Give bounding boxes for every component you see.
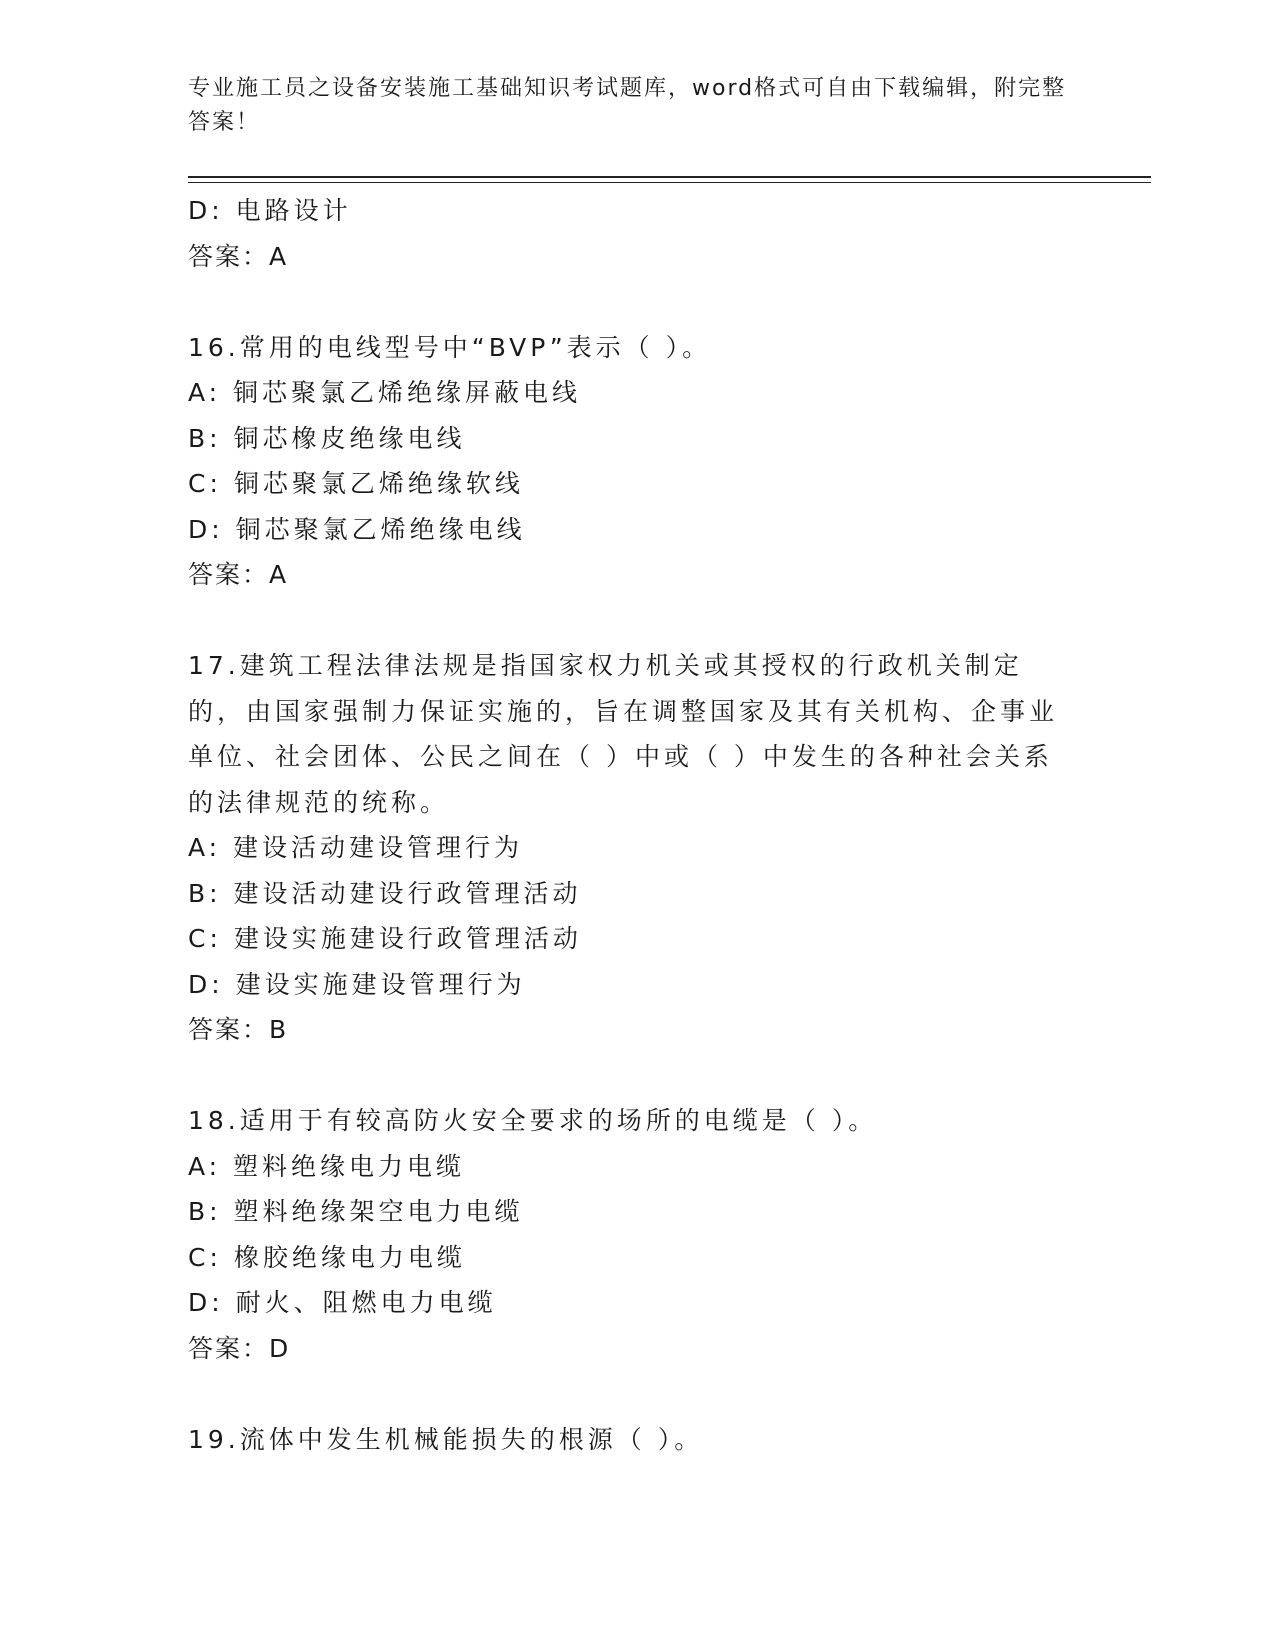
spacer bbox=[188, 598, 1068, 644]
spacer bbox=[188, 279, 1068, 325]
option-d: D: 耐火、阻燃电力电缆 bbox=[188, 1288, 497, 1317]
question-18 bbox=[188, 1098, 1068, 1371]
option-b: B: 铜芯橡皮绝缘电线 bbox=[188, 423, 466, 453]
option-c: C: 建设实施建设行政管理活动 bbox=[188, 924, 582, 953]
option-c: C: 铜芯聚氯乙烯绝缘软线 bbox=[188, 469, 524, 498]
option-a: A: 塑料绝缘电力电缆 bbox=[188, 1151, 466, 1181]
answer: 答案：D bbox=[188, 1333, 291, 1363]
header-divider-thin bbox=[188, 182, 1151, 183]
question-stem: 17.建筑工程法律法规是指国家权力机关或其授权的行政机关制定的，由国家强制力保证实施的，旨在调整国家及其有关机构、企事业单位、社会团体、公民之间在（ ）中或（ ）中发生的各种社会关系的法律规范的统称。 bbox=[188, 651, 1059, 817]
spacer bbox=[188, 1053, 1068, 1099]
question-stem: 18.适用于有较高防火安全要求的场所的电缆是（ ）。 bbox=[188, 1106, 878, 1135]
option-d: D: 电路设计 bbox=[188, 196, 352, 225]
option-a: A: 建设活动建设管理行为 bbox=[188, 833, 524, 862]
question-16 bbox=[188, 325, 1068, 598]
question-19 bbox=[188, 1417, 1068, 1463]
option-a: A: 铜芯聚氯乙烯绝缘屏蔽电线 bbox=[188, 378, 582, 407]
option-d: D: 铜芯聚氯乙烯绝缘电线 bbox=[188, 514, 526, 544]
header-divider-thick bbox=[188, 176, 1151, 178]
option-b: B: 建设活动建设行政管理活动 bbox=[188, 878, 582, 908]
answer: 答案：B bbox=[188, 1015, 289, 1044]
option-d: D: 建设实施建设管理行为 bbox=[188, 969, 526, 999]
question-17 bbox=[188, 643, 1068, 1053]
page-header: 专业施工员之设备安装施工基础知识考试题库，word格式可自由下载编辑，附完整答案！ bbox=[188, 76, 1067, 135]
spacer bbox=[188, 1371, 1068, 1417]
question-stem: 19.流体中发生机械能损失的根源（ ）。 bbox=[188, 1424, 704, 1454]
option-c: C: 橡胶绝缘电力电缆 bbox=[188, 1242, 466, 1272]
question-list bbox=[188, 188, 1068, 1462]
answer: 答案：A bbox=[188, 560, 289, 589]
question-stem: 16.常用的电线型号中“BVP”表示（ ）。 bbox=[188, 332, 712, 362]
option-b: B: 塑料绝缘架空电力电缆 bbox=[188, 1197, 524, 1226]
answer: 答案：A bbox=[188, 241, 289, 271]
